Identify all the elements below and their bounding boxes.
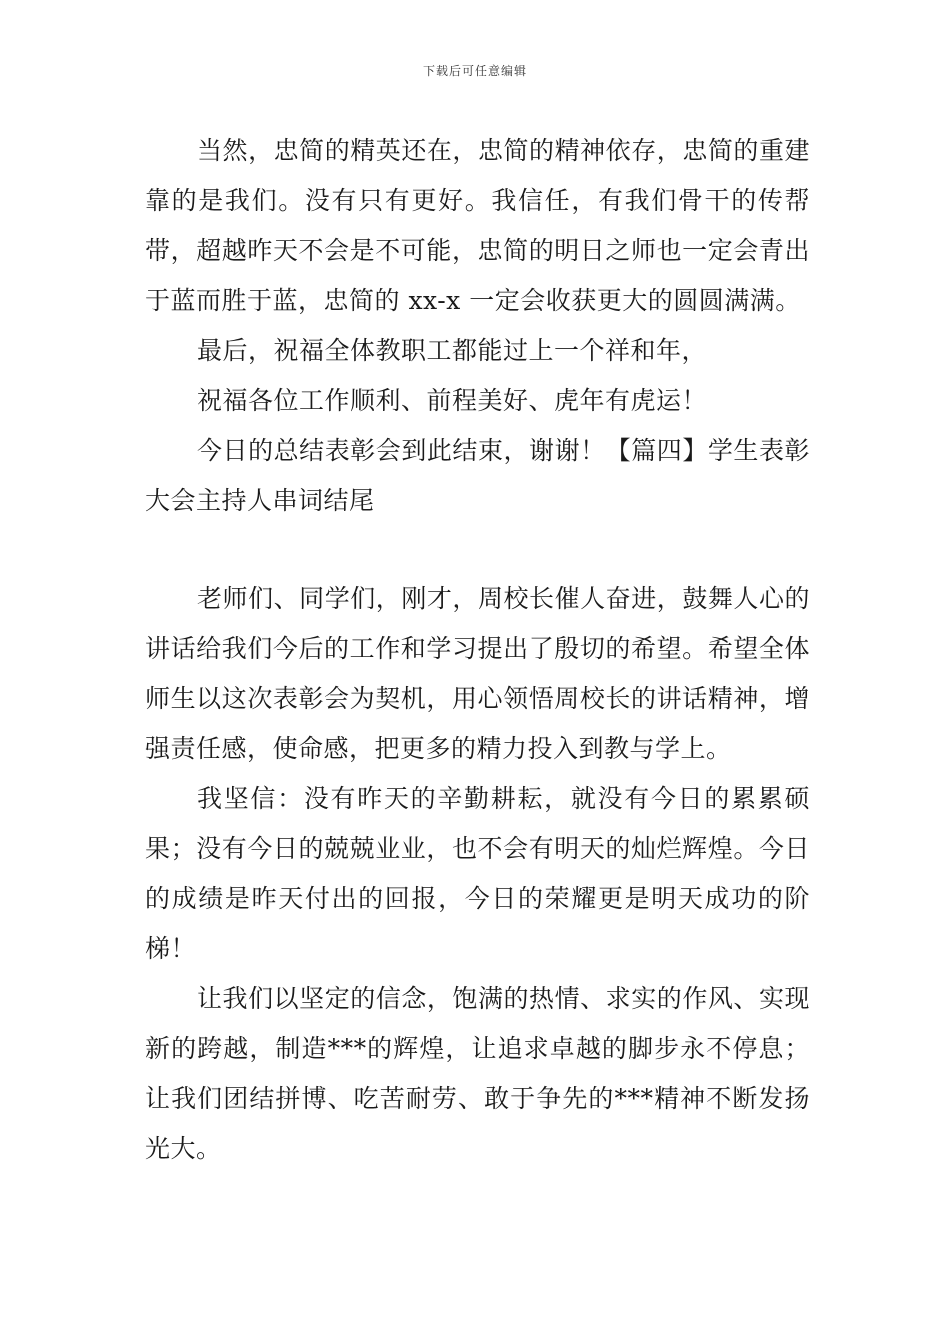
section-spacer: [145, 526, 810, 574]
paragraph-3: 祝福各位工作顺利、前程美好、虎年有虎运！: [197, 386, 708, 415]
paragraph-1: 当然，忠简的精英还在，忠简的精神依存，忠简的重建靠的是我们。没有只有更好。我信任，有我们骨干的传帮带，超越昨天不会是不可能，忠简的明日之师也一定会青出于蓝而胜于蓝，忠简的 xx-x 一定会收获更大的圆圆满满。: [145, 136, 810, 315]
paragraph-2: 最后，祝福全体教职工都能过上一个祥和年，: [197, 336, 708, 365]
paragraph-6: 我坚信：没有昨天的辛勤耕耘，就没有今日的累累硕果；没有今日的兢兢业业，也不会有明天的灿烂辉煌。今日的成绩是昨天付出的回报，今日的荣耀更是明天成功的阶梯！: [145, 784, 810, 963]
document-body: [145, 126, 810, 1174]
page-header-note: 下载后可任意编辑: [422, 64, 527, 78]
paragraph-7: 让我们以坚定的信念，饱满的热情、求实的作风、实现新的跨越，制造***的辉煌，让追求卓越的脚步永不停息；让我们团结拼博、吃苦耐劳、敢于争先的***精神不断发扬光大。: [145, 984, 810, 1163]
paragraph-4: 今日的总结表彰会到此结束，谢谢！【篇四】学生表彰大会主持人串词结尾: [145, 436, 810, 515]
paragraph-5: 老师们、同学们，刚才，周校长催人奋进，鼓舞人心的讲话给我们今后的工作和学习提出了殷切的希望。希望全体师生以这次表彰会为契机，用心领悟周校长的讲话精神，增强责任感，使命感，把更多的精力投入到教与学上。: [145, 584, 810, 763]
